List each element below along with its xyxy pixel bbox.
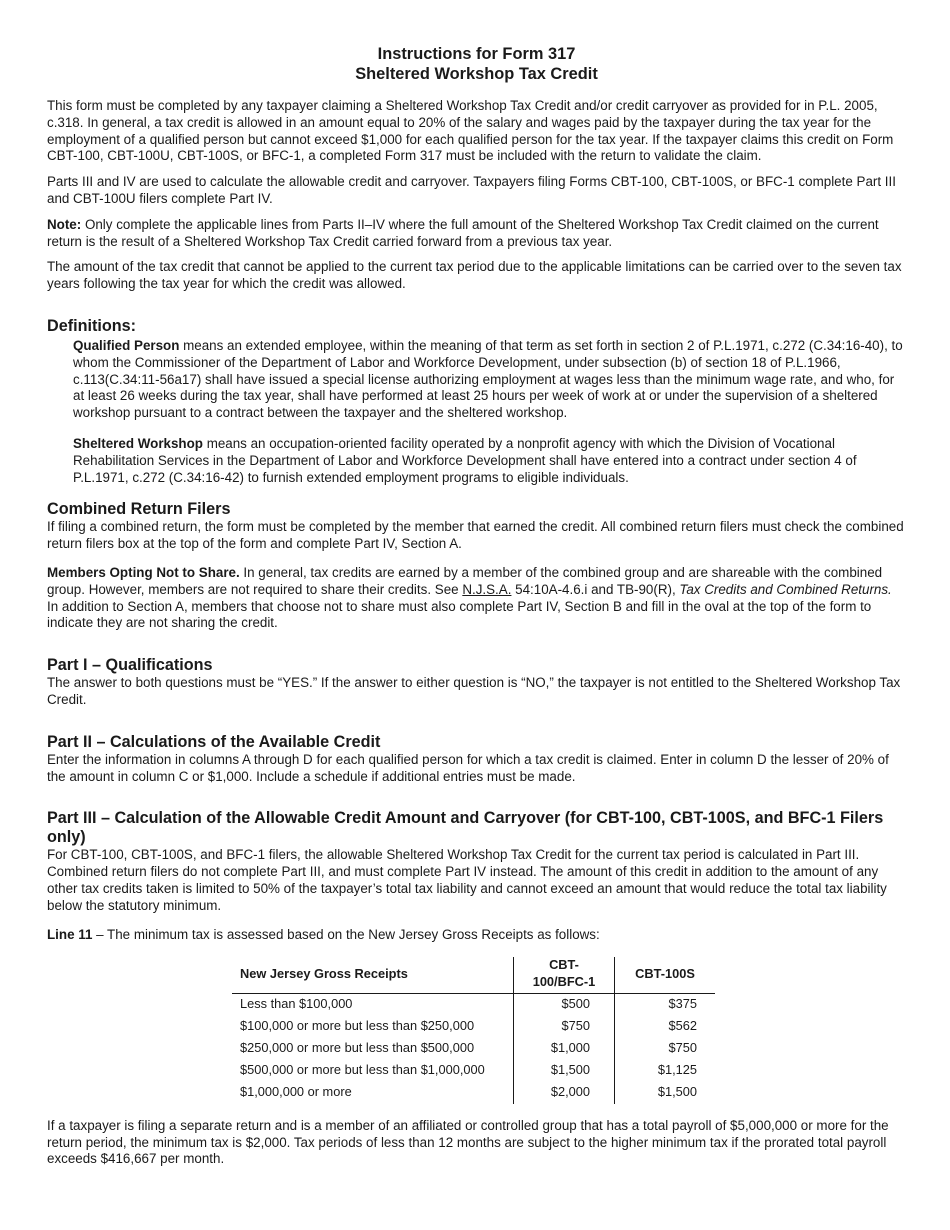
opting-label: Members Opting Not to Share. (47, 564, 240, 580)
table-header-row (232, 957, 715, 993)
part1-text: The answer to both questions must be “YES.” If the answer to either question is “NO,” the taxpayer is not entitled to the Sheltered Workshop Tax Credit. (47, 675, 901, 707)
minimum-tax-table (232, 957, 715, 1104)
table-row (232, 1082, 715, 1104)
note-text: Only complete the applicable lines from Parts II–IV where the full amount of the Sheltered Workshop Tax Credit claimed on the current return is the result of a Sheltered Workshop Tax Credit carried forward from a previous tax year. (47, 216, 879, 249)
line11-label: Line 11 (47, 926, 93, 942)
table-cell: $1,000,000 or more (240, 1084, 352, 1100)
table-cell: $250,000 or more but less than $500,000 (240, 1040, 475, 1056)
table-cell: $1,500 (615, 1082, 716, 1104)
table-row (232, 1016, 715, 1038)
table-row (232, 1060, 715, 1082)
table-cell: $500 (514, 993, 615, 1016)
opting-text-1: In general, tax credits are earned by a member of the combined group and are shareable with the combined group. However, members are not required to share their credits. See (47, 564, 883, 597)
table-cell: $2,000 (514, 1082, 615, 1104)
opting-publication-title: Tax Credits and Combined Returns. (679, 581, 892, 597)
table-cell: $750 (514, 1016, 615, 1038)
column-header: New Jersey Gross Receipts (232, 957, 514, 993)
table-cell: $375 (615, 993, 716, 1016)
intro-paragraph-1: This form must be completed by any taxpayer claiming a Sheltered Workshop Tax Credit and/or credit carryover as provided for in P.L. 2005, c.318. In general, a tax credit is allowed in an amount equal to 20% of the salary and wages paid by the taxpayer during the tax year for the employment of a qualified person but cannot exceed $1,000 for each qualified person for the tax year. If the taxpayer claims this credit on Form CBT-100, CBT-100U, CBT-100S, or BFC-1, a completed Form 317 must be included with the return to validate the claim. (47, 98, 894, 164)
opting-paragraph (47, 565, 906, 632)
njsa-reference: N.J.S.A. (462, 581, 512, 597)
part1-section (47, 656, 906, 709)
part3-section (47, 809, 906, 1168)
column-header: CBT-100S (615, 957, 716, 993)
definition-text: means an extended employee, within the meaning of that term as set forth in section 2 of P.L.1971, c.272 (C.34:16-40), to whom the Commissioner of the Department of Labor and Workforce Development, under subsection (b) of section 18 of P.L.1966, c.113(C.34:11-56a17) shall have issued a special license authorizing employment at wages less than the minimum wage rate, and who, for at least 26 weeks during the tax year, shall have performed at least 25 hours per week of work at or under the supervision of a sheltered workshop pursuant to a contract between the taxpayer and the sheltered workshop. (73, 337, 903, 421)
definitions-heading: Definitions: (47, 316, 137, 335)
opting-text-3: In addition to Section A, members that choose not to share must also complete Part IV, Section B and fill in the oval at the top of the form to indicate they are not sharing the credit. (47, 598, 872, 631)
definitions-section (47, 317, 906, 486)
part2-heading: Part II – Calculations of the Available Credit (47, 732, 381, 751)
column-header: CBT-100/BFC-1 (514, 957, 615, 993)
part3-text: For CBT-100, CBT-100S, and BFC-1 filers, the allowable Sheltered Workshop Tax Credit for the current tax period is calculated in Part III. Combined return filers do not complete Part III, and must complete Part IV instead. The amount of this credit in addition to the amount of any other tax credits taken is limited to 50% of the taxpayer’s total tax liability and cannot exceed an amount that would reduce the total tax liability below the statutory minimum. (47, 847, 887, 913)
definition-text: means an occupation-oriented facility operated by a nonprofit agency with which the Division of Vocational Rehabilitation Services in the Department of Labor and Workforce Development shall have entered into a contract under section 4 of P.L.1971, c.272 (C.34:16-42) to furnish extended employment programs to eligible individuals. (73, 435, 857, 485)
note-label: Note: (47, 216, 82, 232)
opting-text-2: 54:10A-4.6.i and TB-90(R), (511, 581, 680, 597)
table-row (232, 1038, 715, 1060)
table-cell: $1,000 (514, 1038, 615, 1060)
part1-heading: Part I – Qualifications (47, 656, 213, 675)
table-cell: $750 (615, 1038, 716, 1060)
definition-sheltered-workshop (73, 436, 906, 486)
table-cell: $500,000 or more but less than $1,000,000 (240, 1062, 485, 1078)
table-cell: Less than $100,000 (240, 996, 353, 1012)
definition-qualified-person (73, 338, 906, 422)
intro-paragraph-2: Parts III and IV are used to calculate the allowable credit and carryover. Taxpayers filing Forms CBT-100, CBT-100S, or BFC-1 complete Part III and CBT-100U filers complete Part IV. (47, 174, 896, 206)
table-cell: $562 (615, 1016, 716, 1038)
part2-section (47, 733, 906, 786)
line11-paragraph (47, 927, 906, 944)
note-paragraph (47, 217, 906, 251)
title-line-1: Instructions for Form 317 (377, 45, 576, 63)
combined-section (47, 500, 906, 632)
combined-paragraph: If filing a combined return, the form must be completed by the member that earned the credit. All combined return filers must check the combined return filers box at the top of the form and complete Part IV, Section A. (47, 519, 904, 552)
part3-heading: Part III – Calculation of the Allowable Credit Amount and Carryover (for CBT-100, CBT-100S, and BFC-1 Filers only) (47, 809, 884, 847)
definitions-list (73, 338, 906, 486)
definition-term: Qualified Person (73, 337, 180, 353)
page-title (47, 44, 906, 84)
part2-text: Enter the information in columns A through D for each qualified person for which a tax credit is claimed. Enter in column D the lesser of 20% of the amount in column C or $1,000. Include a schedule if additional entries must be made. (47, 751, 889, 784)
table-cell: $1,125 (615, 1060, 716, 1082)
table-cell: $100,000 or more but less than $250,000 (240, 1018, 475, 1034)
intro-paragraph-4: The amount of the tax credit that cannot be applied to the current tax period due to the applicable limitations can be carried over to the seven tax years following the tax year for which the credit was allowed. (47, 259, 902, 292)
combined-heading: Combined Return Filers (47, 500, 231, 519)
line11-text: – The minimum tax is assessed based on the New Jersey Gross Receipts as follows: (92, 926, 600, 942)
definition-term: Sheltered Workshop (73, 435, 203, 451)
table-row (232, 993, 715, 1016)
title-line-2: Sheltered Workshop Tax Credit (355, 65, 598, 83)
table-cell: $1,500 (514, 1060, 615, 1082)
minimum-tax-footer: If a taxpayer is filing a separate return and is a member of an affiliated or controlled group that has a total payroll of $5,000,000 or more for the return period, the minimum tax is $2,000. Tax periods of less than 12 months are subject to the higher minimum tax if the prorated total payroll exceeds $416,667 per month. (47, 1117, 889, 1167)
